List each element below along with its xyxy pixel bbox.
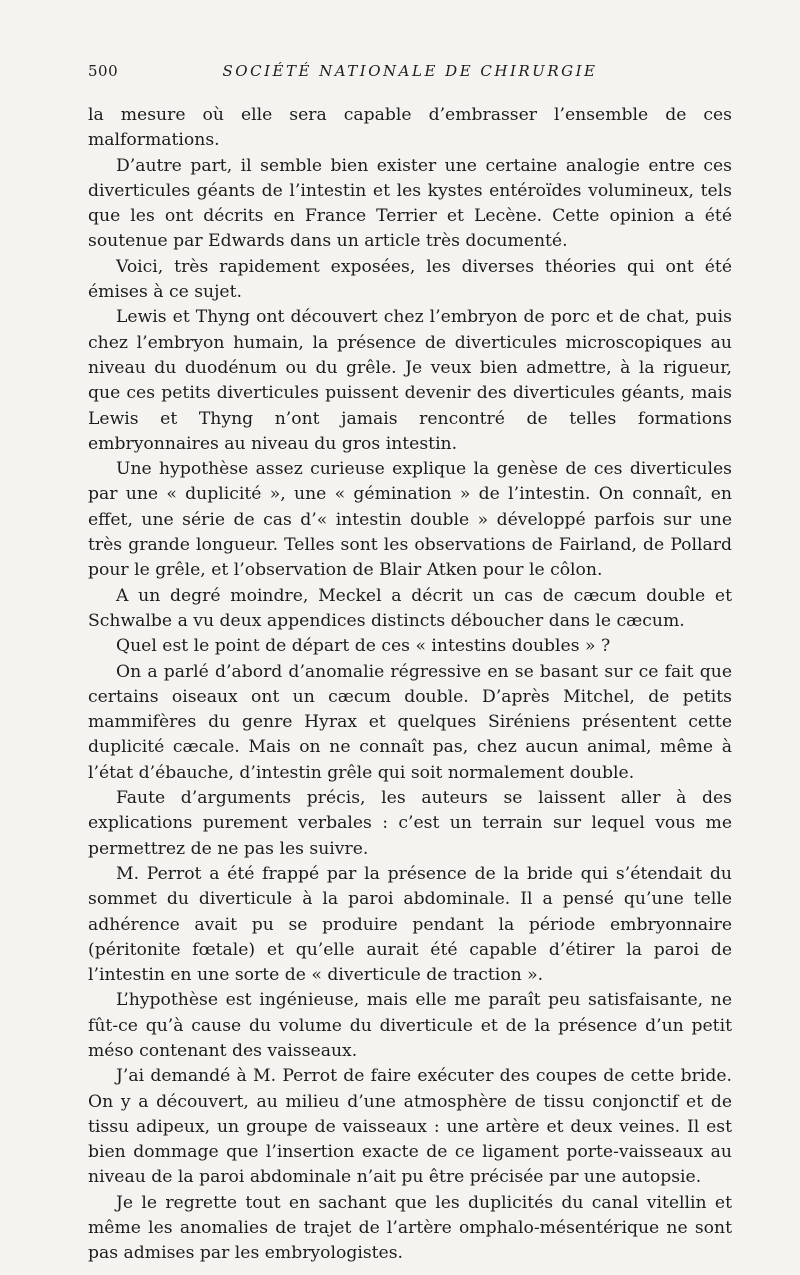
paragraph-meckel: A un degré moindre, Meckel a décrit un cas de cæcum double et Schwalbe a vu deux appendices distincts déboucher dans le cæcum. <box>88 585 732 631</box>
paragraph-analogie: D’autre part, il semble bien exister une certaine analogie entre ces diverticules géants de l’intestin et les kystes entéroïdes volumineux, tels que les ont décrits en France Terrier et Lecène. Cette opinion a été soutenue par Edwards dans un article très documenté. <box>88 155 732 252</box>
paragraph-anomalie-regressive: On a parlé d’abord d’anomalie régressive en se basant sur ce fait que certains oiseaux ont un cæcum double. D’après Mitchel, de petits mammifères du genre Hyrax et quelques Siréniens présentent cette duplicité cæcale. Mais on ne connaît pas, chez aucun animal, même à l’état d’ébauche, d’intestin grêle qui soit normalement double. <box>88 661 732 783</box>
page-header <box>88 62 732 84</box>
body-text <box>88 103 732 1267</box>
paragraph-duplicite: Une hypothèse assez curieuse explique la genèse de ces diverticules par une « duplicité », une « gémination » de l’intestin. On connaît, en effet, une série de cas d’« intestin double » développé parfois sur une très grande longueur. Telles sont les observations de Fairland, de Pollard pour le grêle, et l’observation de Blair Atken pour le côlon. <box>88 459 732 581</box>
paragraph-hypothese: L’hypothèse est ingénieuse, mais elle me paraît peu satisfaisante, ne fût-ce qu’à cause du volume du diverticule et de la présence d’un petit méso contenant des vaisseaux. <box>88 990 732 1061</box>
running-title: SOCIÉTÉ NATIONALE DE CHIRURGIE <box>222 62 598 80</box>
paragraph-theories: Voici, très rapidement exposées, les diverses théories qui ont été émises à ce sujet. <box>88 256 732 303</box>
paragraph-lewis-thyng: Lewis et Thyng ont découvert chez l’embryon de porc et de chat, puis chez l’embryon humain, la présence de diverticules microscopiques au niveau du duodénum ou du grêle. Je veux bien admettre, à la rigueur, que ces petits diverticules puissent devenir des diverticules géants, mais Lewis et Thyng n’ont jamais rencontré de telles formations embryonnaires au niveau du gros intestin. <box>88 307 732 454</box>
paragraph-perrot-bride: M. Perrot a été frappé par la présence de la bride qui s’étendait du sommet du diverticule à la paroi abdominale. Il a pensé qu’une telle adhérence avait pu se produire pendant la période embryonnaire (péritonite fœtale) et qu’elle aurait été capable d’étirer la paroi de l’intestin en une sorte de « diverticule de traction ». <box>88 863 732 986</box>
paragraph-question: Quel est le point de départ de ces « intestins doubles » ? <box>116 636 611 657</box>
page-number: 500 <box>88 62 119 80</box>
paragraph-coupes: J’ai demandé à M. Perrot de faire exécuter des coupes de cette bride. On y a découvert, au milieu d’une atmosphère de tissu conjonctif et de tissu adipeux, un groupe de vaisseaux : une artère et deux veines. Il est bien dommage que l’insertion exacte de ce ligament porte-vaisseaux au niveau de la paroi abdominale n’ait pu être précisée par une autopsie. <box>88 1066 732 1188</box>
paragraph-continuation: la mesure où elle sera capable d’embrasser l’ensemble de ces malformations. <box>88 105 732 151</box>
paragraph-conclusion: Je le regrette tout en sachant que les duplicités du canal vitellin et même les anomalies de trajet de l’artère omphalo-mésentérique ne sont pas admises par les embryologistes. <box>88 1192 732 1264</box>
paragraph-explications-verbales: Faute d’arguments précis, les auteurs se laissent aller à des explications purement verbales : c’est un terrain sur lequel vous me permettrez de ne pas les suivre. <box>88 788 732 859</box>
